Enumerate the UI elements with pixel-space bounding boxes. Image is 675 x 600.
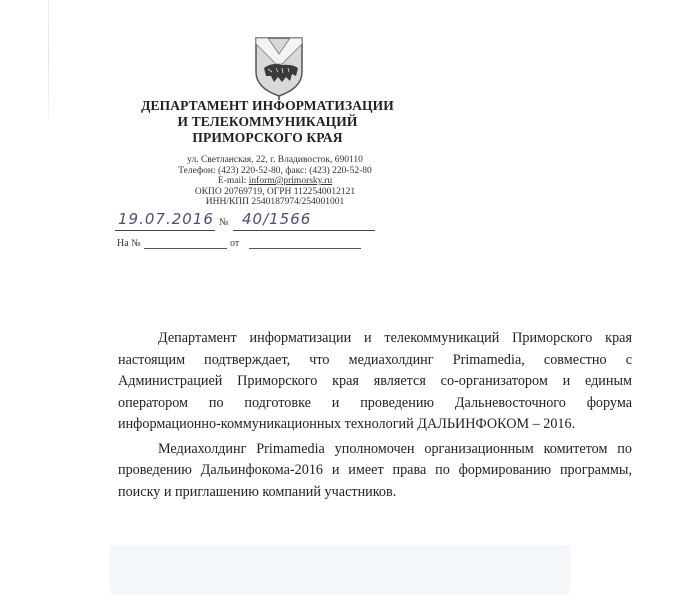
department-title-line-3: ПРИМОРСКОГО КРАЯ [192, 130, 343, 145]
coat-of-arms-icon [252, 34, 306, 100]
phone-fax: Телефон: (423) 220-52-80, факс: (423) 220-52-80 [178, 165, 372, 176]
registration-row [115, 210, 365, 234]
address: ул. Светланская, 22, г. Владивосток, 690110 [187, 155, 363, 165]
email-line [160, 176, 390, 187]
number-label: № [219, 217, 229, 228]
letter-body [118, 328, 632, 503]
department-title-line-2: И ТЕЛЕКОММУНИКАЦИЙ [177, 114, 358, 129]
reference-number-label: На № [117, 238, 141, 249]
number-underline [233, 230, 375, 231]
inn-kpp: ИНН/КПП 2540187974/254001001 [205, 197, 345, 207]
scan-fold-line [48, 0, 49, 120]
reference-from-label: от [230, 238, 240, 249]
body-paragraph-2: Медиахолдинг Primamedia уполномочен организационным комитетом по проведению Дальинфокома-2016 и имеет права по формированию программы, поиску и приглашению компаний участников. [118, 440, 632, 500]
reference-number-blank [144, 248, 227, 249]
registration-number: 40/1566 [242, 210, 312, 228]
email-link[interactable]: inform@primorsky.ru [248, 176, 333, 186]
reference-date-blank [249, 248, 361, 249]
department-title-line-1: ДЕПАРТАМЕНТ ИНФОРМАТИЗАЦИИ [141, 98, 394, 113]
contact-details [160, 155, 390, 208]
date-underline [115, 230, 215, 231]
reference-row [117, 238, 367, 252]
registration-date: 19.07.2016 [118, 210, 214, 228]
body-paragraph-1: Департамент информатизации и телекоммуникаций Приморского края настоящим подтверждает, что медиахолдинг Primamedia, совместно с Администрацией Приморского края является со-организатором и единым оператором по подготовке и проведению Дальневосточного форума информационно-коммуникационных технологий ДАЛЬИНФОКОМ – 2016. [118, 330, 632, 432]
department-header [140, 98, 395, 146]
email-label: E-mail: [217, 176, 249, 186]
okpo-ogrn: ОКПО 20769719, ОГРН 1122540012121 [194, 186, 356, 197]
scan-artifact [110, 545, 570, 595]
